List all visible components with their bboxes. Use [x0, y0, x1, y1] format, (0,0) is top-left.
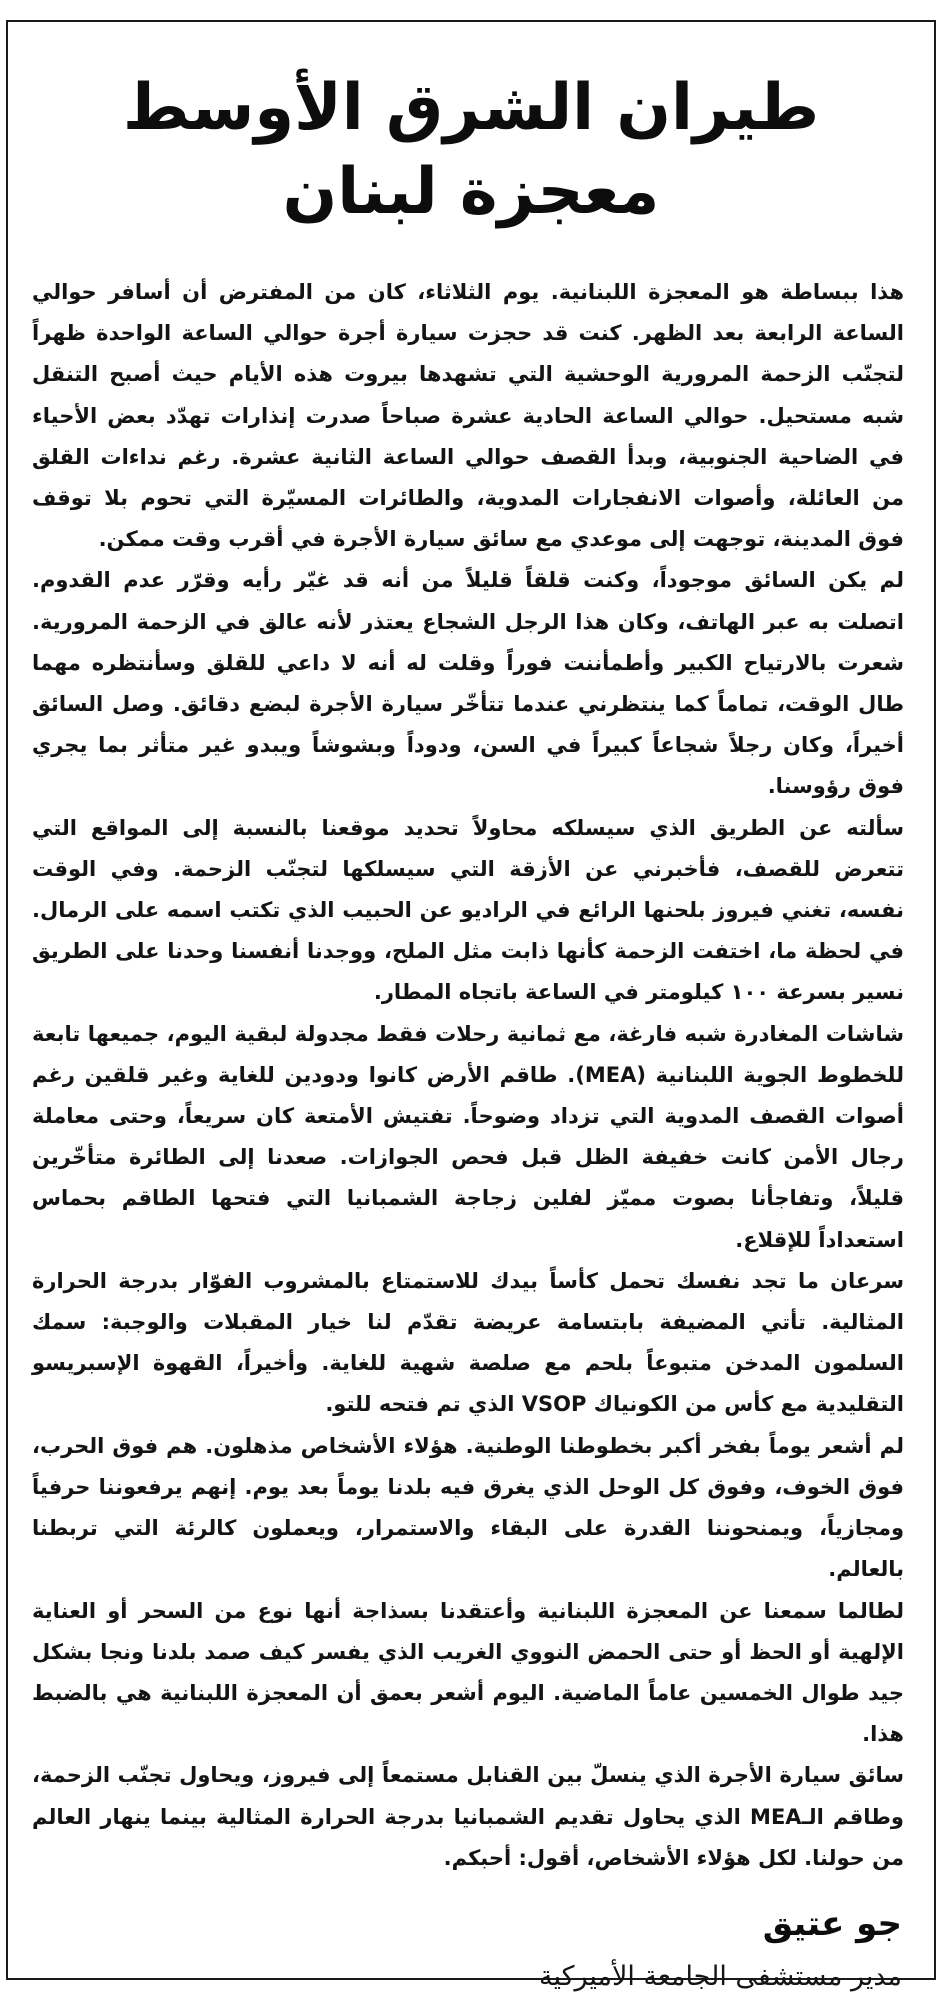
author-signature	[8, 1901, 902, 1997]
paragraph: هذا ببساطة هو المعجزة اللبنانية. يوم الثلاثاء، كان من المفترض أن أسافر حوالي الساعة الرابعة بعد الظهر. كنت قد حجزت سيارة أجرة حوالي الساعة الواحدة ظهراً لتجنّب الزحمة المرورية الوحشية التي تشهدها بيروت هذه الأيام حيث أصبح التنقل شبه مستحيل. حوالي الساعة الحادية عشرة صباحاً صدرت إنذارات تهدّد بعض الأحياء في الضاحية الجنوبية، وبدأ القصف حوالي الساعة الثانية عشرة. رغم نداءات القلق من العائلة، وأصوات الانفجارات المدوية، والطائرات المسيّرة التي تحوم بلا توقف فوق المدينة، توجهت إلى موعدي مع سائق سيارة الأجرة في أقرب وقت ممكن.	[32, 280, 904, 552]
paragraph: لم يكن السائق موجوداً، وكنت قلقاً قليلاً من أنه قد غيّر رأيه وقرّر عدم القدوم. اتصلت به عبر الهاتف، وكان هذا الرجل الشجاع يعتذر لأنه عالق في الزحمة المرورية. شعرت بالارتياح الكبير وأطمأننت فوراً وقلت له أنه لا داعي للقلق وسأنتظره مهما طال الوقت، تماماً كما ينتظرني عندما تتأخّر سيارة الأجرة لبضع دقائق. وصل السائق أخيراً، وكان رجلاً شجاعاً كبيراً في السن، ودوداً وبشوشاً ويبدو غير متأثر بما يجري فوق رؤوسنا.	[32, 568, 904, 799]
paragraph: سائق سيارة الأجرة الذي ينسلّ بين القنابل مستمعاً إلى فيروز، ويحاول تجنّب الزحمة، وطاقم الـMEA الذي يحاول تقديم الشمبانيا بدرجة الحرارة المثالية بينما ينهار العالم من حولنا. لكل هؤلاء الأشخاص، أقول: أحبكم.	[32, 1763, 904, 1870]
article-title: طيران الشرق الأوسط معجزة لبنان	[122, 71, 820, 229]
paragraph: شاشات المغادرة شبه فارغة، مع ثمانية رحلات فقط مجدولة لبقية اليوم، جميعها تابعة للخطوط الجوية اللبنانية (MEA). طاقم الأرض كانوا ودودين للغاية وغير قلقين رغم أصوات القصف المدوية التي تزداد وضوحاً. تفتيش الأمتعة كان سريعاً، وحتى معاملة رجال الأمن كانت خفيفة الظل قبل فحص الجوازات. صعدنا إلى الطائرة متأخّرين قليلاً، وتفاجأنا بصوت مميّز لفلين زجاجة الشمبانيا التي فتحها الطاقم بحماس استعداداً للإقلاع.	[32, 1021, 904, 1252]
paragraph: سألته عن الطريق الذي سيسلكه محاولاً تحديد موقعنا بالنسبة إلى المواقع التي تتعرض للقصف، فأخبرني عن الأزقة التي سيسلكها لتجنّب الزحمة. وفي الوقت نفسه، تغني فيروز بلحنها الرائع في الراديو عن الحبيب الذي تكتب اسمه على الرمال. في لحظة ما، اختفت الزحمة كأنها ذابت مثل الملح، ووجدنا أنفسنا وحدنا على الطريق نسير بسرعة ١٠٠ كيلومتر في الساعة باتجاه المطار.	[32, 815, 904, 1005]
article-frame	[6, 20, 936, 1992]
paragraph: لطالما سمعنا عن المعجزة اللبنانية وأعتقدنا بسذاجة أنها نوع من السحر أو العناية الإلهية أو الحظ أو حتى الحمض النووي الغريب الذي يفسر كيف صمد بلدنا ونجا بشكل جيد طوال الخمسين عاماً الماضية. اليوم أشعر بعمق أن المعجزة اللبنانية هي بالضبط هذا.	[32, 1598, 904, 1747]
author-name: جو عتيق	[762, 1903, 902, 1944]
article-body	[32, 272, 904, 1879]
paragraph: لم أشعر يوماً بفخر أكبر بخطوطنا الوطنية. هؤلاء الأشخاص مذهلون. هم فوق الحرب، فوق الخوف، وفوق كل الوحل الذي يغرق فيه بلدنا يوماً بعد يوم. إنهم يرفعوننا حرفياً ومجازياً، ويمنحوننا القدرة على البقاء والاستمرار، ويعملون كالرئة التي تربطنا بالعالم.	[32, 1433, 904, 1582]
author-title: مدير مستشفى الجامعة الأميركية	[539, 1960, 902, 1992]
paragraph: سرعان ما تجد نفسك تحمل كأساً بيدك للاستمتاع بالمشروب الفوّار بدرجة الحرارة المثالية. تأتي المضيفة بابتسامة عريضة تقدّم لنا خيار المقبلات والوجبة: سمك السلمون المدخن متبوعاً بلحم مع صلصة شهية للغاية. وأخيراً، القهوة الإسبريسو التقليدية مع كأس من الكونياك VSOP الذي تم فتحه للتو.	[32, 1268, 904, 1417]
